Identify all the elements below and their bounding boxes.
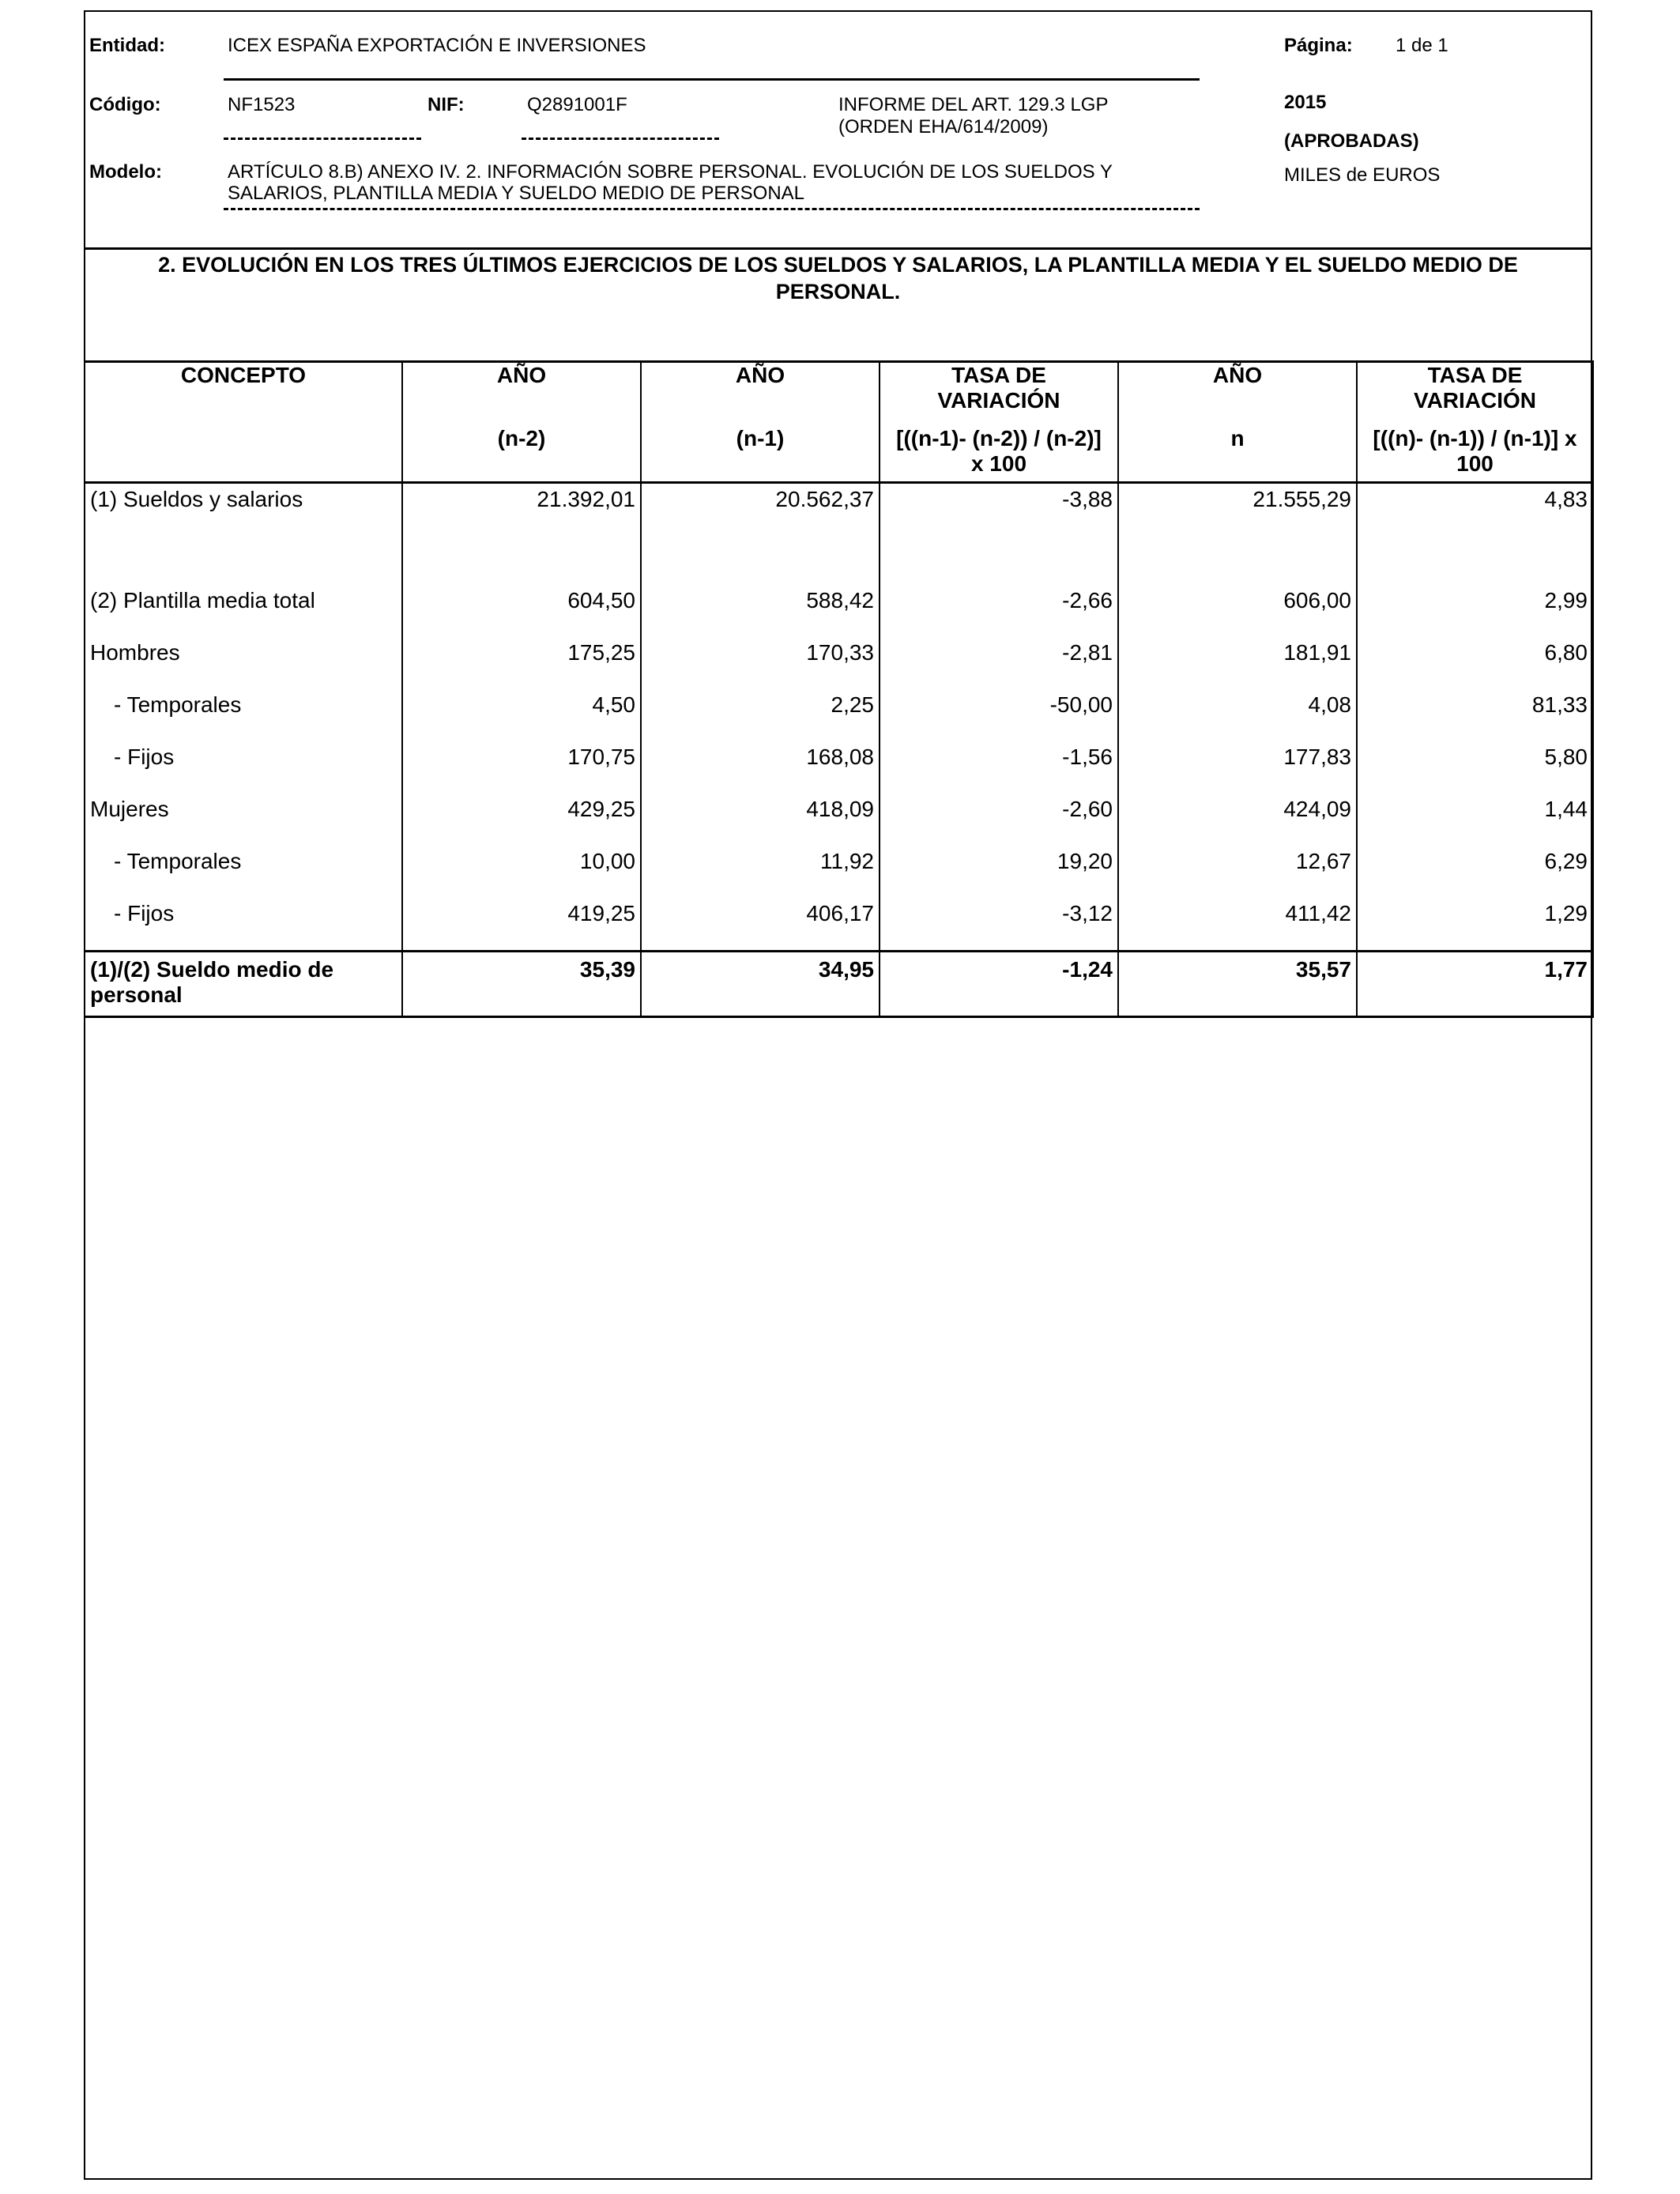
table-row: [85, 794, 1593, 846]
cell-n: 177,83: [1118, 741, 1357, 794]
cell-tasa2: 2,99: [1357, 585, 1593, 637]
cell-n2: 4,50: [402, 689, 641, 741]
nif-underline: [522, 138, 719, 140]
cell-tasa1: -3,12: [880, 898, 1118, 952]
cell-tasa2: 1,29: [1357, 898, 1593, 952]
codigo-underline: [224, 138, 421, 140]
cell-n1: 20.562,37: [641, 483, 880, 586]
table-row: [85, 741, 1593, 794]
cell-n1: 418,09: [641, 794, 880, 846]
aprobadas: (APROBADAS): [1284, 130, 1419, 152]
cell-tasa1: 19,20: [880, 846, 1118, 898]
cell-n2: 419,25: [402, 898, 641, 952]
col-tasa1: TASA DE VARIACIÓN: [880, 362, 1118, 427]
cell-n1: 2,25: [641, 689, 880, 741]
cell-n: 21.555,29: [1118, 483, 1357, 586]
cell-n2: 170,75: [402, 741, 641, 794]
cell-tasa1: -2,66: [880, 585, 1118, 637]
modelo-underline: [224, 208, 1200, 210]
cell-n1: 406,17: [641, 898, 880, 952]
codigo-value: NF1523: [228, 94, 296, 115]
section-title-line2: PERSONAL.: [775, 280, 901, 303]
col-n1: AÑO: [641, 362, 880, 427]
cell-n1: 170,33: [641, 637, 880, 689]
informe-line1: INFORME DEL ART. 129.3 LGP: [838, 94, 1109, 115]
col-tasa2-sub: [((n)- (n-1)) / (n-1)] x 100: [1357, 426, 1593, 483]
codigo-label: Código:: [89, 94, 161, 115]
total-row: [85, 952, 1593, 1017]
cell-concepto: Mujeres: [85, 794, 402, 846]
cell-tasa1: -2,60: [880, 794, 1118, 846]
cell-n1: 11,92: [641, 846, 880, 898]
nif-value: Q2891001F: [527, 94, 627, 115]
table-row: [85, 483, 1593, 586]
cell-concepto: - Temporales: [85, 846, 402, 898]
entidad-value: ICEX ESPAÑA EXPORTACIÓN E INVERSIONES: [228, 35, 646, 56]
col-tasa2: TASA DE VARIACIÓN: [1357, 362, 1593, 427]
modelo-label: Modelo:: [89, 161, 162, 183]
col-n-sub: n: [1118, 426, 1357, 483]
col-concepto-sub: [85, 426, 402, 483]
table-row: [85, 637, 1593, 689]
cell-concepto: - Fijos: [85, 898, 402, 952]
informe-line2: (ORDEN EHA/614/2009): [838, 116, 1049, 138]
cell-tasa2: 6,29: [1357, 846, 1593, 898]
table-row: [85, 585, 1593, 637]
col-n: AÑO: [1118, 362, 1357, 427]
nif-label: NIF:: [428, 94, 465, 115]
cell-concepto: - Temporales: [85, 689, 402, 741]
cell-tasa2-total: 1,77: [1357, 952, 1593, 1017]
cell-concepto-total: (1)/(2) Sueldo medio de personal: [85, 952, 402, 1017]
cell-n2: 175,25: [402, 637, 641, 689]
cell-n: 411,42: [1118, 898, 1357, 952]
cell-tasa1: -3,88: [880, 483, 1118, 586]
col-tasa1-sub: [((n-1)- (n-2)) / (n-2)] x 100: [880, 426, 1118, 483]
modelo-line1: ARTÍCULO 8.B) ANEXO IV. 2. INFORMACIÓN SOBRE PERSONAL. EVOLUCIÓN DE LOS SUELDOS Y: [228, 161, 1113, 183]
col-n2: AÑO: [402, 362, 641, 427]
cell-concepto: (2) Plantilla media total: [85, 585, 402, 637]
cell-tasa1: -50,00: [880, 689, 1118, 741]
cell-tasa1: -1,56: [880, 741, 1118, 794]
header-row-bottom: [85, 426, 1593, 483]
cell-n1-total: 34,95: [641, 952, 880, 1017]
cell-tasa1-total: -1,24: [880, 952, 1118, 1017]
col-n2-sub: (n-2): [402, 426, 641, 483]
cell-tasa2: 4,83: [1357, 483, 1593, 586]
header-rule: [224, 78, 1200, 81]
pagina-label: Página:: [1284, 35, 1353, 56]
entidad-label: Entidad:: [89, 35, 165, 56]
cell-n2-total: 35,39: [402, 952, 641, 1017]
cell-n: 606,00: [1118, 585, 1357, 637]
year: 2015: [1284, 92, 1327, 113]
cell-n2: 21.392,01: [402, 483, 641, 586]
personal-table: [84, 360, 1594, 1018]
cell-n: 4,08: [1118, 689, 1357, 741]
modelo-line2: SALARIOS, PLANTILLA MEDIA Y SUELDO MEDIO DE PERSONAL: [228, 183, 805, 204]
section-title-line1: 2. EVOLUCIÓN EN LOS TRES ÚLTIMOS EJERCICIOS DE LOS SUELDOS Y SALARIOS, LA PLANTILLA MEDIA Y EL SUELDO MEDIO DE: [158, 253, 1518, 277]
cell-n-total: 35,57: [1118, 952, 1357, 1017]
page-frame: [84, 10, 1592, 2180]
cell-concepto: Hombres: [85, 637, 402, 689]
table-row: [85, 898, 1593, 952]
cell-n: 424,09: [1118, 794, 1357, 846]
cell-n2: 10,00: [402, 846, 641, 898]
pagina-value: 1 de 1: [1396, 35, 1448, 56]
cell-tasa1: -2,81: [880, 637, 1118, 689]
cell-n1: 588,42: [641, 585, 880, 637]
units: MILES de EUROS: [1284, 164, 1441, 186]
cell-n1: 168,08: [641, 741, 880, 794]
col-concepto: CONCEPTO: [85, 362, 402, 427]
cell-tasa2: 6,80: [1357, 637, 1593, 689]
col-n1-sub: (n-1): [641, 426, 880, 483]
table-row: [85, 846, 1593, 898]
cell-n: 181,91: [1118, 637, 1357, 689]
header-row-top: [85, 362, 1593, 427]
cell-concepto: (1) Sueldos y salarios: [85, 483, 402, 586]
cell-n2: 604,50: [402, 585, 641, 637]
cell-tasa2: 1,44: [1357, 794, 1593, 846]
table-row: [85, 689, 1593, 741]
cell-n2: 429,25: [402, 794, 641, 846]
cell-concepto: - Fijos: [85, 741, 402, 794]
cell-tasa2: 81,33: [1357, 689, 1593, 741]
cell-n: 12,67: [1118, 846, 1357, 898]
section-title: [85, 251, 1591, 305]
section-top-rule: [84, 247, 1592, 250]
cell-tasa2: 5,80: [1357, 741, 1593, 794]
